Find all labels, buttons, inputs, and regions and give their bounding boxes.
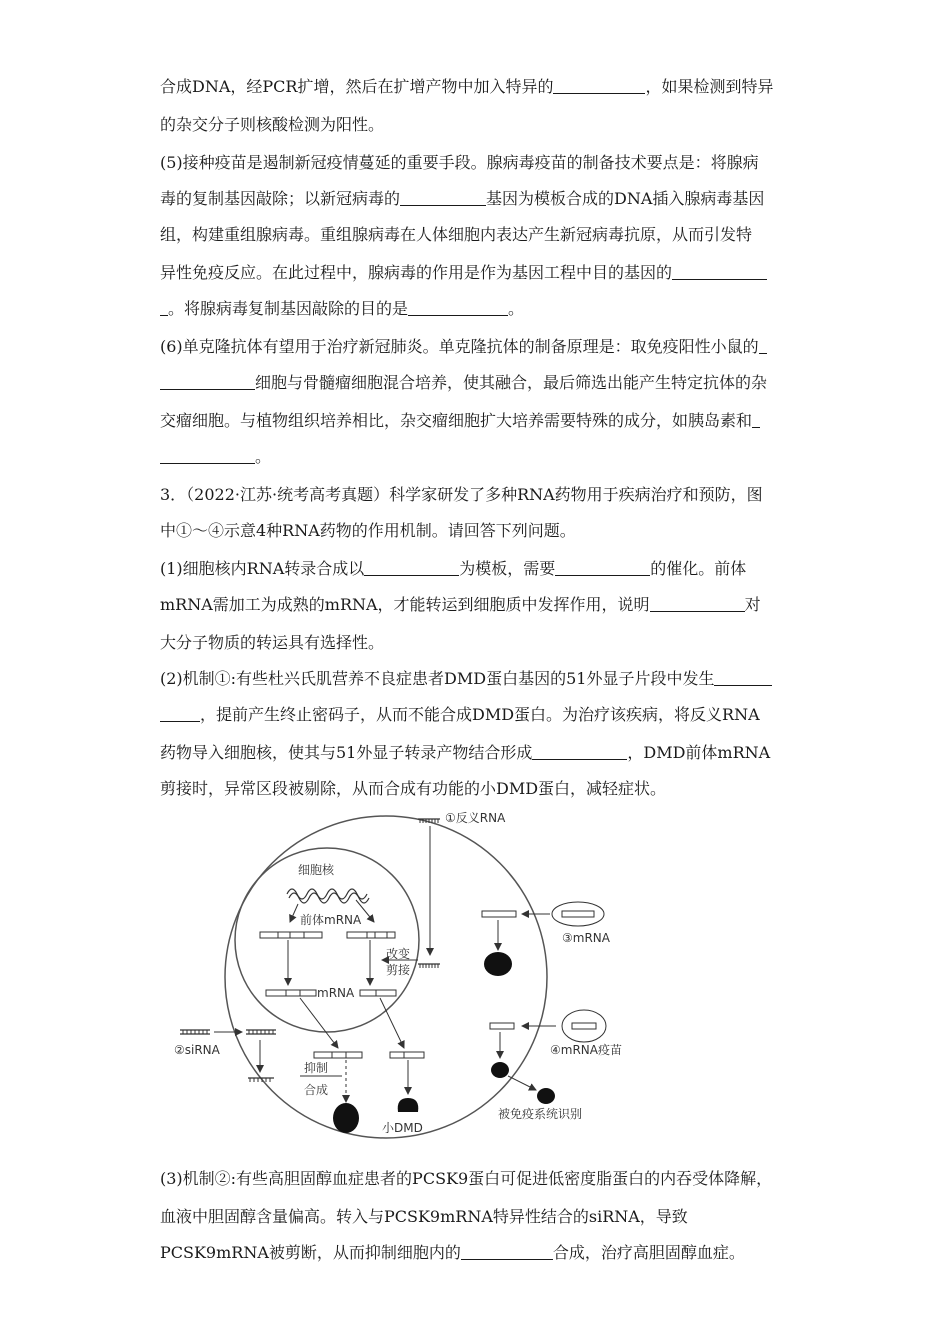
text-line: (6)单克隆抗体有望用于治疗新冠肺炎。单克隆抗体的制备原理是：取免疫阳性小鼠的	[160, 328, 792, 366]
text-line: 毒的复制基因敲除；以新冠病毒的 基因为模板合成的DNA插入腺病毒基因	[160, 189, 765, 208]
text-line: mRNA需加工为成熟的mRNA，才能转运到细胞质中发挥作用，说明 对	[160, 595, 761, 614]
answer-blank[interactable]	[752, 411, 760, 428]
text-line: 异性免疫反应。在此过程中，腺病毒的作用是作为基因工程中目的基因的	[160, 254, 792, 292]
answer-blank[interactable]	[160, 299, 168, 316]
text-line: 合成DNA，经PCR扩增，然后在扩增产物中加入特异的 ，如果检测到特异	[160, 77, 774, 96]
text-line: 血液中胆固醇含量偏高。转入与PCSK9mRNA特异性结合的siRNA，导致	[160, 1207, 688, 1226]
answer-blank[interactable]	[650, 595, 745, 612]
cleaved-rna-icon	[248, 1078, 274, 1082]
answer-blank[interactable]	[400, 189, 486, 206]
sirna-icon	[180, 1030, 210, 1034]
text-line: 。	[160, 438, 792, 476]
text-line: 大分子物质的转运具有选择性。	[160, 633, 385, 652]
mrna-vaccine-label: ④mRNA疫苗	[550, 1043, 622, 1057]
protein-blob-icon	[333, 1103, 359, 1133]
sirna-label: ②siRNA	[174, 1043, 220, 1057]
text-line: 剪接时，异常区段被剔除，从而合成有功能的小DMD蛋白，减轻症状。	[160, 779, 667, 798]
text-line: ，提前产生终止密码子，从而不能合成DMD蛋白。为治疗该疾病，将反义RNA	[160, 696, 792, 734]
text-line: 交瘤细胞。与植物组织培养相比，杂交瘤细胞扩大培养需要特殊的成分，如胰岛素和	[160, 402, 792, 440]
text-line: (3)机制②:有些高胆固醇血症患者的PCSK9蛋白可促进低密度脂蛋白的内吞受体降解，	[160, 1169, 773, 1188]
cytoplasm-mrna-icon	[314, 1052, 362, 1058]
change-label: 改变	[386, 947, 411, 961]
text-line: 组，构建重组腺病毒。重组腺病毒在人体细胞内表达产生新冠病毒抗原，从而引发特	[160, 225, 753, 244]
bound-antisense-icon	[418, 964, 440, 968]
protein-blob-icon	[484, 952, 512, 976]
text-line: 中①～④示意4种RNA药物的作用机制。请回答下列问题。	[160, 521, 576, 540]
text-line: 3．（2022·江苏·统考高考真题）科学家研发了多种RNA药物用于疾病治疗和预防，图	[160, 485, 763, 504]
answer-blank[interactable]	[759, 337, 767, 354]
answer-blank[interactable]	[714, 669, 772, 686]
synthesis-label: 合成	[304, 1083, 329, 1097]
answer-blank[interactable]	[672, 263, 767, 280]
antigen-blob-icon	[537, 1088, 555, 1104]
antigen-blob-icon	[491, 1062, 509, 1078]
cytoplasm-mrna-right-icon	[390, 1052, 424, 1058]
answer-blank[interactable]	[532, 743, 627, 760]
small-dmd-label: 小DMD	[382, 1121, 423, 1135]
mrna-drug-icon	[552, 902, 604, 926]
text-line: 。将腺病毒复制基因敲除的目的是 。	[160, 290, 792, 328]
small-dmd-protein-icon	[398, 1098, 419, 1112]
mrna-drug-label: ③mRNA	[562, 931, 610, 945]
rna-drug-mechanism-diagram	[160, 800, 650, 1140]
text-line: (2)机制①:有些杜兴氏肌营养不良症患者DMD蛋白基因的51外显子片段中发生	[160, 660, 792, 698]
pre-mrna-right-icon	[347, 932, 395, 938]
answer-blank[interactable]	[364, 559, 459, 576]
answer-blank[interactable]	[160, 705, 200, 722]
text-line: PCSK9mRNA被剪断，从而抑制细胞内的 合成，治疗高胆固醇血症。	[160, 1243, 745, 1262]
splice-label: 剪接	[386, 963, 411, 977]
immune-recognition-label: 被免疫系统识别	[498, 1107, 583, 1121]
answer-blank[interactable]	[461, 1243, 553, 1260]
answer-blank[interactable]	[160, 373, 255, 390]
mrna-right-icon	[360, 990, 396, 996]
pre-mrna-left-icon	[260, 932, 322, 938]
cell-outline	[225, 816, 547, 1138]
answer-blank[interactable]	[408, 299, 508, 316]
mrna-label: mRNA	[317, 986, 355, 1000]
text-line: 细胞与骨髓瘤细胞混合培养，使其融合，最后筛选出能产生特定抗体的杂	[160, 364, 792, 402]
answer-blank[interactable]	[555, 559, 650, 576]
text-line: 的杂交分子则核酸检测为阳性。	[160, 115, 385, 134]
inhibit-label: 抑制	[304, 1061, 329, 1075]
mrna-left-icon	[266, 990, 316, 996]
antisense-rna-icon	[418, 819, 440, 823]
answer-blank[interactable]	[160, 447, 255, 464]
antisense-rna-label: ①反义RNA	[445, 811, 506, 825]
answer-blank[interactable]	[553, 77, 645, 94]
text-line: (1)细胞核内RNA转录合成以 为模板，需要 的催化。前体	[160, 559, 747, 578]
nucleus-label: 细胞核	[298, 863, 335, 877]
cytoplasm-mrna3-icon	[482, 911, 516, 917]
pre-mrna-label: 前体mRNA	[300, 913, 362, 927]
mrna-vaccine-icon	[562, 1010, 606, 1042]
sirna-in-cell-icon	[246, 1030, 276, 1034]
cytoplasm-vaccine-mrna-icon	[490, 1023, 514, 1029]
text-line: 药物导入细胞核，使其与51外显子转录产物结合形成 ，DMD前体mRNA	[160, 743, 771, 762]
text-line: (5)接种疫苗是遏制新冠疫情蔓延的重要手段。腺病毒疫苗的制备技术要点是：将腺病	[160, 153, 759, 172]
